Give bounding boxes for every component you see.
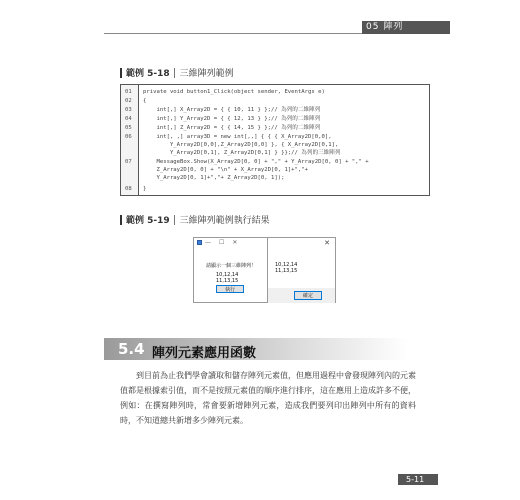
caption-bar bbox=[120, 68, 122, 78]
example-caption-19 bbox=[120, 213, 270, 226]
code-line: MessageBox.Show(X_Array2D[0, 0] + "," + Y_Array2D[0, 0] + "," + bbox=[143, 159, 369, 165]
line-number: 05 bbox=[125, 125, 132, 131]
example-number: 範例 5-18 bbox=[126, 69, 170, 79]
minimize-icon[interactable]: — bbox=[205, 239, 211, 246]
code-line: Y_Array2D[0, 1]+","+ Z_Array2D[0, 1]); bbox=[143, 175, 285, 181]
close-icon[interactable]: ✕ bbox=[232, 239, 238, 246]
code-line: int[,] Z_Array2D = { { 14, 15 } };// 為列的二維陣列 bbox=[143, 125, 321, 131]
line-number: 03 bbox=[125, 107, 132, 113]
code-line: { bbox=[143, 98, 147, 104]
code-line: int[, ,] array3D = new int[,,] { { { X_Array2D[0,0], bbox=[143, 134, 332, 140]
page-number: 5-11 bbox=[406, 475, 425, 484]
message-line: 11,13,15 bbox=[275, 268, 298, 274]
caption-separator bbox=[174, 68, 175, 78]
maximize-icon[interactable]: ☐ bbox=[219, 239, 225, 246]
line-number: 07 bbox=[125, 159, 132, 165]
code-line: int[,] X_Array2D = { { 10, 11 } };// 為列的二維陣列 bbox=[143, 107, 321, 113]
example-title: 三維陣列範例 bbox=[179, 69, 234, 79]
form-result-line: 10,12,14 bbox=[216, 272, 239, 278]
line-number: 08 bbox=[125, 186, 132, 192]
form-label: 請顯示一個三維陣列！ bbox=[206, 263, 257, 269]
run-button[interactable]: 執行 bbox=[216, 285, 244, 293]
line-number: 06 bbox=[125, 134, 132, 140]
code-line: int[,] Y_Array2D = { { 12, 13 } };// 為列的二維陣列 bbox=[143, 116, 321, 122]
close-icon[interactable]: ✕ bbox=[324, 239, 330, 247]
body-paragraph: 到目前為止我們學會讀取和儲存陣列元素值，但應用過程中會發現陣列內的元素值都是根據索引值，而不是按照元素值的順序進行排序，這在應用上造成許多不便，例如：在撰寫陣列時，常會要新增陣列元素，造成我們要列印出陣列中所有的資料時，不知道總共新增多少陣列元素。 bbox=[120, 371, 416, 425]
caption-bar bbox=[120, 215, 122, 225]
example-number: 範例 5-19 bbox=[126, 216, 170, 226]
code-line: } bbox=[143, 186, 147, 192]
message-box bbox=[267, 237, 336, 303]
form-title-bar bbox=[194, 238, 270, 247]
form-window bbox=[193, 237, 271, 303]
line-number: 01 bbox=[125, 89, 132, 95]
line-number: 04 bbox=[125, 116, 132, 122]
code-line: private void button1_Click(object sender, EventArgs e) bbox=[143, 89, 325, 95]
section-number: 5.4 bbox=[118, 340, 145, 358]
code-line: Z_Array2D[0, 0] + "\n" + X_Array2D[0, 1]+","+ bbox=[143, 167, 309, 173]
form-result-line: 11,13,15 bbox=[216, 278, 239, 284]
chapter-label: 05 陣列 bbox=[366, 22, 404, 32]
example-title: 三維陣列範例執行結果 bbox=[179, 216, 270, 226]
ok-button[interactable]: 確定 bbox=[294, 291, 322, 300]
line-number: 02 bbox=[125, 98, 132, 104]
section-title: 陣列元素應用函數 bbox=[152, 346, 257, 361]
code-listing bbox=[120, 84, 430, 196]
app-icon bbox=[197, 240, 202, 245]
caption-separator bbox=[174, 215, 175, 225]
code-line: Y_Array2D[0,0],Z_Array2D[0,0] }, { X_Array2D[0,1], bbox=[143, 142, 339, 148]
code-line: Y_Array2D[0,1], Z_Array2D[0,1] } }};// 為列的三維陣列 bbox=[143, 150, 341, 156]
example-caption-18 bbox=[120, 66, 234, 79]
message-line: 10,12,14 bbox=[275, 262, 298, 268]
